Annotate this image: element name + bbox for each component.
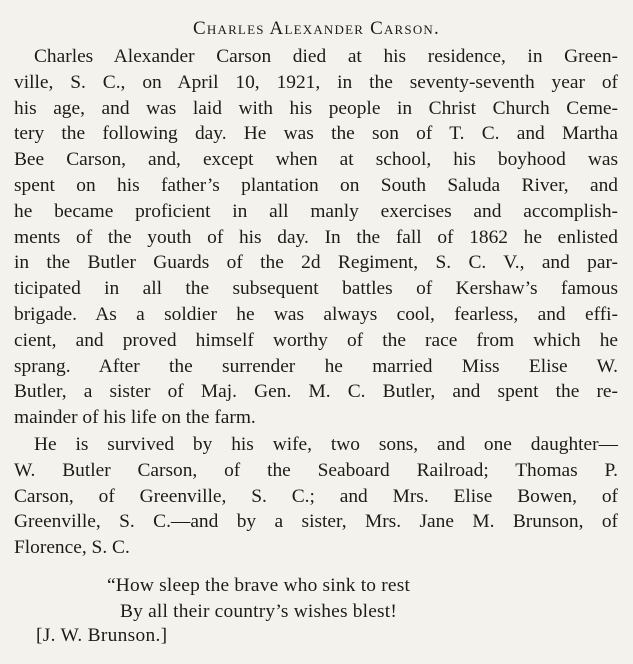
text-line: W. Butler Carson, of the Seaboard Railroad; Thomas P. [14, 459, 618, 481]
text-line: spent on his father’s plantation on South Saluda River, and [14, 174, 618, 196]
poem-line: By all their country’s wishes blest! [120, 600, 398, 622]
biography-paragraph [14, 44, 618, 431]
poem-quote [107, 573, 527, 625]
text-line: Carson, of Greenville, S. C.; and Mrs. Elise Bowen, of [14, 485, 618, 507]
text-line: Bee Carson, and, except when at school, his boyhood was [14, 149, 618, 171]
article-title: Charles Alexander Carson. [193, 18, 440, 39]
poem-line: “How sleep the brave who sink to rest [107, 575, 411, 596]
text-line: sprang. After the surrender he married Miss Elise W. [14, 355, 618, 377]
text-line: ticipated in all the subsequent battles of Kershaw’s famous [14, 278, 618, 300]
text-line: in the Butler Guards of the 2d Regiment, S. C. V., and par- [14, 252, 618, 274]
text-line: Charles Alexander Carson died at his residence, in Green- [34, 46, 618, 67]
survivors-paragraph [14, 432, 618, 561]
text-line: mainder of his life on the farm. [14, 407, 256, 429]
text-line: ments of the youth of his day. In the fall of 1862 he enlisted [14, 226, 618, 248]
text-line: Butler, a sister of Maj. Gen. M. C. Butler, and spent the re- [14, 381, 618, 403]
text-line: He is survived by his wife, two sons, and one daughter— [34, 434, 618, 455]
text-line: Greenville, S. C.—and by a sister, Mrs. Jane M. Brunson, of [14, 511, 618, 533]
text-line: cient, and proved himself worthy of the race from which he [14, 329, 618, 351]
text-line: brigade. As a soldier he was always cool, fearless, and effi- [14, 303, 618, 325]
text-line: tery the following day. He was the son of T. C. and Martha [14, 123, 618, 145]
text-line: he became proficient in all manly exercises and accomplish- [14, 200, 618, 222]
text-line: Florence, S. C. [14, 537, 130, 559]
author-signature: [J. W. Brunson.] [36, 625, 168, 646]
text-line: ville, S. C., on April 10, 1921, in the seventy-seventh year of [14, 71, 618, 93]
text-line: his age, and was laid with his people in Christ Church Ceme- [14, 97, 618, 119]
